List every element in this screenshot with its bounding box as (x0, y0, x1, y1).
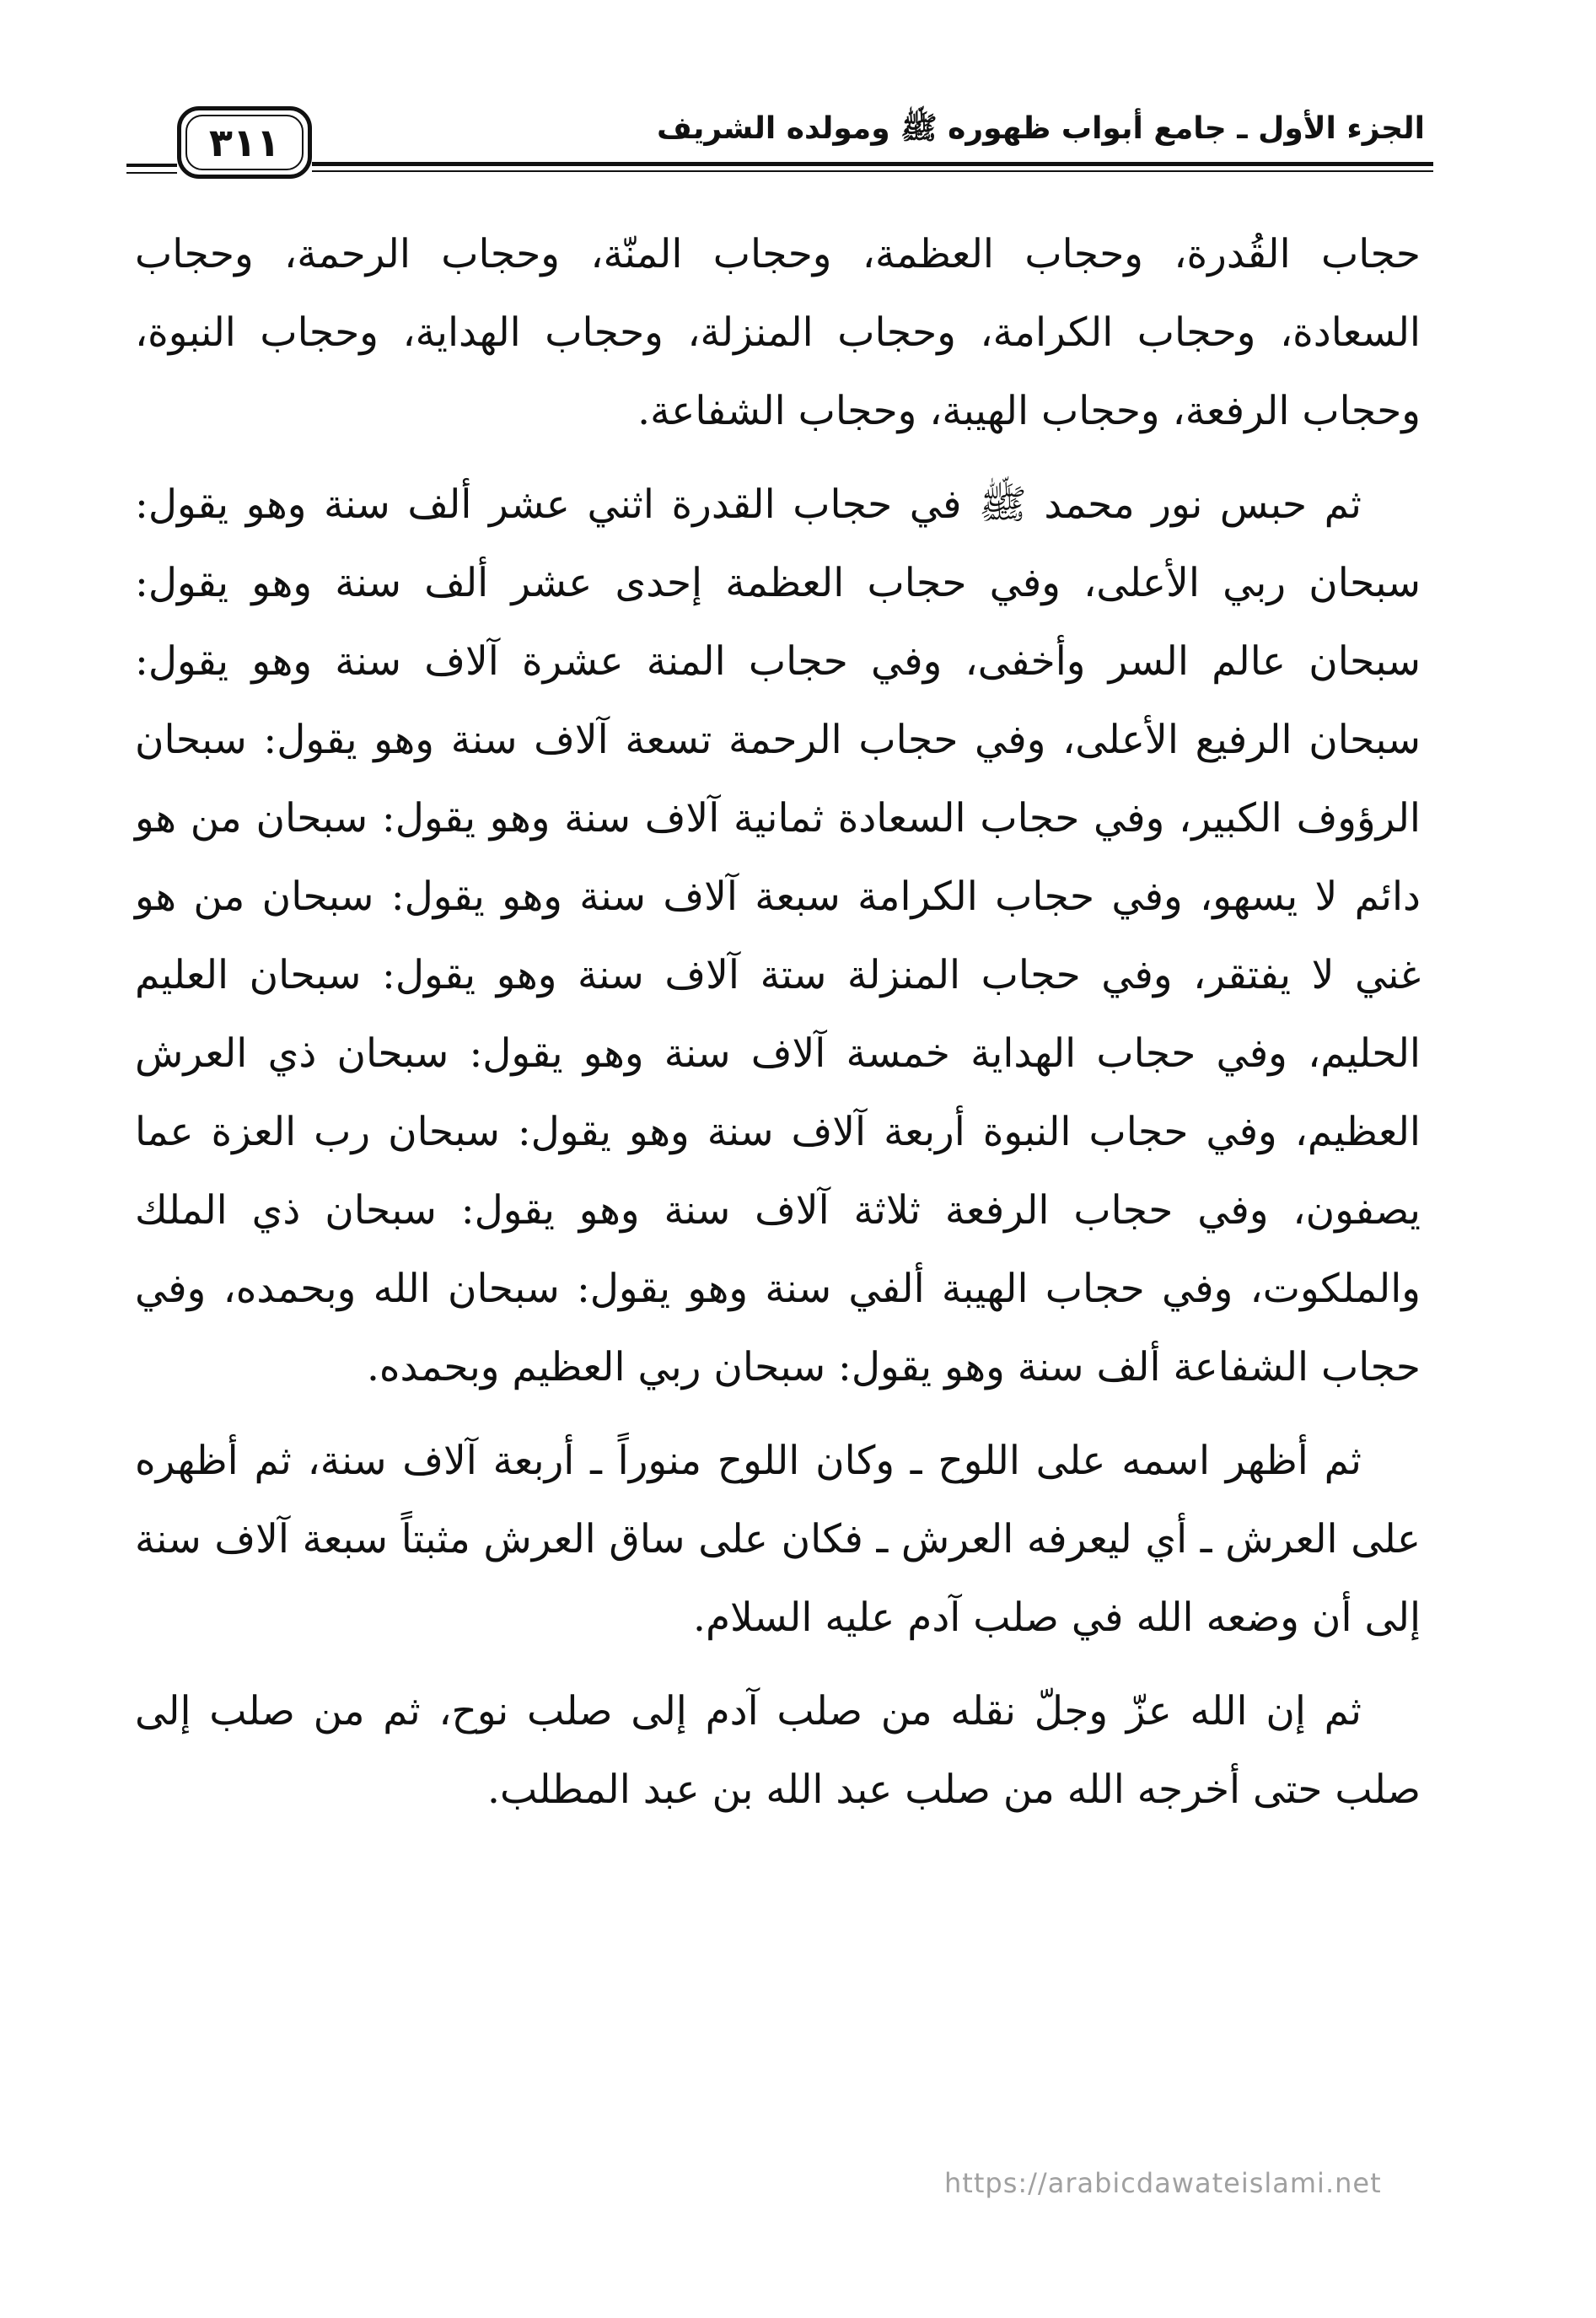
paragraph: ثم أظهر اسمه على اللوح ـ وكان اللوح منوراً ـ أربعة آلاف سنة، ثم أظهره على العرش ـ أي ليعرفه العرش ـ فكان على ساق العرش مثبتاً سبعة آلاف سنة إلى أن وضعه الله في صلب آدم عليه السلام. (135, 1438, 1421, 1641)
header-rule-left-thin (126, 172, 177, 174)
running-head: الجزء الأول ـ جامع أبواب ظهوره ﷺ ومولده الشريف (656, 111, 1425, 146)
header-rule-thick (312, 162, 1433, 166)
header-rule-thin (312, 170, 1433, 172)
page-header (126, 93, 1433, 202)
source-watermark: https://arabicdawateislami.net (944, 2167, 1382, 2199)
paragraph: ثم إن الله عزّ وجلّ نقله من صلب آدم إلى صلب نوح، ثم من صلب إلى صلب حتى أخرجه الله من صلب عبد الله بن عبد المطلب. (135, 1688, 1421, 1813)
page-number-frame (177, 106, 312, 179)
header-rule-left-thick (126, 164, 177, 167)
body-text (135, 215, 1421, 1844)
paragraph: ثم حبس نور محمد ﷺ في حجاب القدرة اثني عشر ألف سنة وهو يقول: سبحان ربي الأعلى، وفي حجاب العظمة إحدى عشر ألف سنة وهو يقول: سبحان عالم السر وأخفى، وفي حجاب المنة عشرة آلاف سنة وهو يقول: سبحان الرفيع الأعلى، وفي حجاب الرحمة تسعة آلاف سنة وهو يقول: سبحان الرؤوف الكبير، وفي حجاب السعادة ثمانية آلاف سنة وهو يقول: سبحان من هو دائم لا يسهو، وفي حجاب الكرامة سبعة آلاف سنة وهو يقول: سبحان من هو غني لا يفتقر، وفي حجاب المنزلة ستة آلاف سنة وهو يقول: سبحان العليم الحليم، وفي حجاب الهداية خمسة آلاف سنة وهو يقول: سبحان ذي العرش العظيم، وفي حجاب النبوة أربعة آلاف سنة وهو يقول: سبحان رب العزة عما يصفون، وفي حجاب الرفعة ثلاثة آلاف سنة وهو يقول: سبحان ذي الملك والملكوت، وفي حجاب الهيبة ألفي سنة وهو يقول: سبحان الله وبحمده، وفي حجاب الشفاعة ألف سنة وهو يقول: سبحان ربي العظيم وبحمده. (135, 481, 1421, 1390)
paragraph: حجاب القُدرة، وحجاب العظمة، وحجاب المنّة، وحجاب الرحمة، وحجاب السعادة، وحجاب الكرامة، وحجاب المنزلة، وحجاب الهداية، وحجاب النبوة، وحجاب الرفعة، وحجاب الهيبة، وحجاب الشفاعة. (135, 231, 1421, 434)
page-number: ٣١١ (208, 120, 281, 165)
